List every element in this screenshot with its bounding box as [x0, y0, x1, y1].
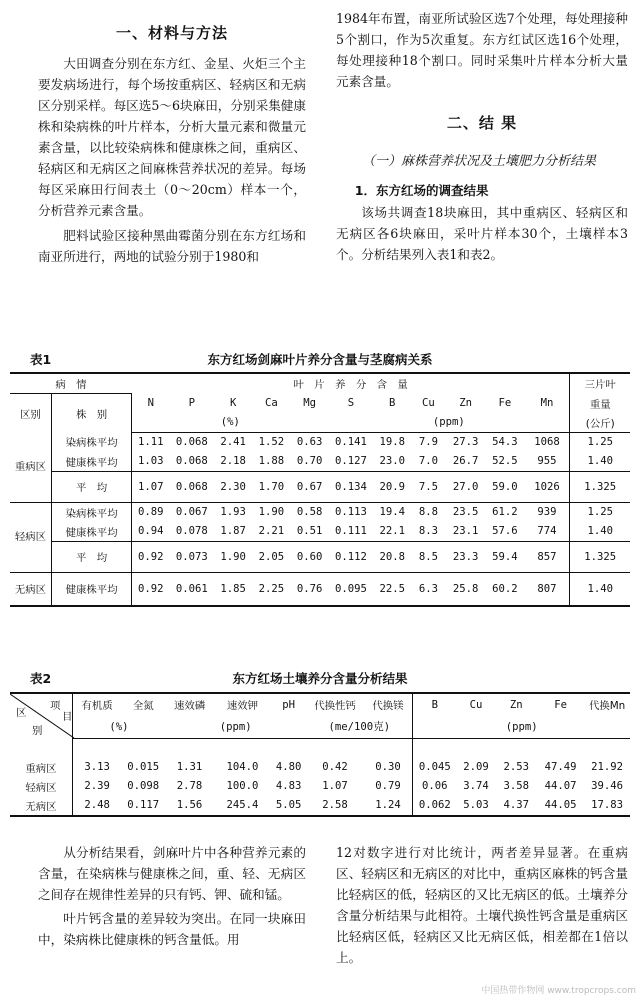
methods-paragraph-1: 大田调查分别在东方红、金星、火炬三个主要发病场进行，每个场按重病区、轻病区和无病区分别采样。每区选5～6块麻田，分别采集健康株和染病株的叶片样本，分析大量元素和微量元素含量，以比较染病株和健康株之间，重病区、轻病区和无病区之间麻株营养状况的差异。每场每区采麻田行间表土（0～20cm）样本一个，分析营养元素含量。	[38, 56, 306, 218]
t1-cell: 20.9	[374, 471, 411, 502]
t1-cell: 23.3	[446, 541, 485, 572]
t1-unit-weight: (公斤)	[570, 413, 630, 433]
t1-row-label: 染病株平均	[51, 502, 132, 522]
t2-cell: 3.74	[463, 780, 489, 792]
t1-row-label: 平 均	[51, 541, 132, 572]
t1-cell: 0.51	[291, 522, 328, 542]
t2-cell: 4.80	[275, 761, 302, 773]
t1-cell: 6.3	[411, 572, 446, 606]
t1-row-label: 健康株平均	[51, 522, 132, 542]
results-subsubheading: 1．东方红场的调查结果	[354, 183, 489, 198]
t2-cell: 39.46	[591, 780, 624, 792]
t1-cell: 0.095	[328, 572, 373, 606]
discussion-paragraph-2: 叶片钙含量的差异较为突出。在同一块麻田中，染病株比健康株的钙含量低。用	[38, 911, 306, 947]
t2-unit-ppm2: (ppm)	[413, 716, 630, 738]
t2-cell: 2.48	[72, 796, 121, 816]
t2-cell: 0.30	[364, 758, 413, 777]
t2-cell: 44.07	[544, 780, 577, 792]
t2-cell: 0.098	[127, 780, 160, 792]
t2-cell: 104.0	[226, 761, 259, 773]
t1-cell: 807	[525, 572, 570, 606]
t1-unit-pct: (%)	[132, 413, 328, 433]
discussion-paragraph-1: 从分析结果看，剑麻叶片中各种营养元素的含量，在染病株与健康株之间，重、轻、无病区之间存在规律性差异的只有钙、钾、硫和锰。	[38, 845, 306, 902]
t1-cell: 1.87	[215, 522, 252, 542]
t1-cell: 1026	[525, 471, 570, 502]
t1-cell: 1.325	[570, 541, 630, 572]
left-top-column	[38, 22, 306, 267]
t1-cell: 23.0	[374, 452, 411, 472]
t1-cell: 0.92	[132, 541, 169, 572]
t2-cell: 0.045	[418, 761, 451, 773]
t1-cell: 0.113	[334, 506, 367, 518]
t1-cell: 1.90	[258, 506, 285, 518]
t1-cell: 0.60	[291, 541, 328, 572]
t2-header: 有机质	[72, 693, 121, 716]
t2-cell: 5.03	[456, 796, 495, 816]
t2-cell: 1.56	[165, 796, 214, 816]
t1-cell: 1.40	[570, 522, 630, 542]
t1-cell: 60.2	[485, 572, 524, 606]
t1-el-Fe: Fe	[498, 397, 512, 409]
table1	[10, 372, 630, 607]
t1-cell: 54.3	[492, 436, 518, 448]
table1-title: 东方红场剑麻叶片养分含量与茎腐病关系	[207, 352, 433, 367]
t2-row-label: 无病区	[10, 796, 72, 816]
t1-header-zhubie: 株 别	[51, 394, 132, 433]
methods-paragraph-2: 肥料试验区接种黑曲霉菌分别在东方红场和南亚所进行，两地的试验分别于1980和	[38, 228, 306, 264]
t2-header: 代换镁	[364, 693, 413, 716]
t1-row-label: 健康株平均	[51, 452, 132, 472]
t1-cell: 0.92	[132, 572, 169, 606]
t1-cell: 1.325	[570, 471, 630, 502]
t1-el-N: N	[147, 397, 154, 409]
section-heading-results: 二、结 果	[446, 114, 518, 132]
t2-cell: 0.062	[413, 796, 457, 816]
t1-cell: 1.03	[132, 452, 169, 472]
t1-cell: 27.3	[452, 436, 479, 448]
t1-header-yepian: 叶 片 养 分 含 量	[132, 373, 570, 394]
t1-cell: 0.068	[169, 471, 214, 502]
t2-gap	[10, 738, 72, 758]
t2-row-label: 轻病区	[10, 777, 72, 796]
t1-cell: 857	[525, 541, 570, 572]
t2-cell: 47.49	[544, 761, 577, 773]
t1-cell: 0.94	[132, 522, 169, 542]
t2-corner-bie: 别	[32, 725, 43, 737]
t2-cell: 3.58	[503, 780, 530, 792]
left-bottom-column	[38, 842, 306, 950]
t1-cell: 22.1	[374, 522, 411, 542]
t2-cell: 1.31	[176, 761, 203, 773]
t2-cell: 2.09	[463, 761, 489, 773]
t1-cell: 8.8	[418, 506, 438, 518]
t1-cell: 1.70	[252, 471, 291, 502]
t2-unit-ppm1: (ppm)	[165, 716, 306, 738]
table2	[10, 692, 630, 817]
t2-header: B	[413, 693, 457, 716]
t2-header: 速效磷	[165, 693, 214, 716]
t2-cell: 4.83	[275, 780, 302, 792]
t1-cell: 7.9	[418, 436, 438, 448]
t1-header-quebie: 区别	[10, 394, 51, 433]
t1-el-Mn: Mn	[525, 394, 570, 413]
t1-cell: 0.111	[328, 522, 373, 542]
results-subheading: （一）麻株营养状况及土壤肥力分析结果	[362, 154, 597, 169]
watermark: 中国热带作物网 www.tropcrops.com	[481, 986, 636, 996]
t1-cell: 1068	[525, 432, 570, 452]
t2-corner-cell	[10, 693, 72, 738]
t2-cell: 100.0	[226, 780, 259, 792]
t1-cell: 1.07	[132, 471, 169, 502]
t1-cell: 1.90	[215, 541, 252, 572]
t1-cell: 2.41	[220, 436, 246, 448]
t2-corner-qu: 区	[16, 707, 27, 719]
t2-cell: 3.13	[84, 761, 110, 773]
t1-cell: 27.0	[446, 471, 485, 502]
t2-cell: 245.4	[214, 796, 271, 816]
t2-header: 速效钾	[214, 693, 271, 716]
t1-el-B: B	[389, 397, 396, 409]
t1-cell: 19.4	[379, 506, 405, 518]
t2-cell: 2.58	[306, 796, 363, 816]
t2-cell: 2.78	[176, 780, 203, 792]
t1-cell: 774	[525, 522, 570, 542]
t2-cell: 1.07	[322, 780, 348, 792]
t2-cell: 21.92	[591, 761, 624, 773]
t1-cell: 57.6	[485, 522, 524, 542]
t1-cell: 0.70	[291, 452, 328, 472]
t1-cell: 0.63	[296, 436, 323, 448]
t2-cell: 0.117	[121, 796, 165, 816]
t2-header: 代换Mn	[584, 693, 630, 716]
t1-cell: 59.4	[485, 541, 524, 572]
t2-header: Fe	[537, 693, 584, 716]
t1-cell: 1.52	[258, 436, 285, 448]
right-bottom-column	[336, 842, 628, 968]
t1-cell: 0.134	[328, 471, 373, 502]
t2-cell: 1.24	[364, 796, 413, 816]
t1-area-mild: 轻病区	[10, 502, 51, 572]
t1-cell: 19.8	[379, 436, 405, 448]
t2-cell: 17.83	[584, 796, 630, 816]
t2-cell: 44.05	[537, 796, 584, 816]
t1-cell: 0.068	[175, 436, 208, 448]
t1-cell: 61.2	[492, 506, 518, 518]
t1-cell: 23.5	[452, 506, 479, 518]
t1-cell: 0.061	[169, 572, 214, 606]
t1-cell: 1.25	[587, 506, 613, 518]
t1-cell: 26.7	[446, 452, 485, 472]
t1-cell: 0.141	[334, 436, 367, 448]
t2-cell: 0.06	[422, 780, 448, 792]
t1-cell: 52.5	[485, 452, 524, 472]
t2-cell: 0.42	[322, 761, 348, 773]
t2-row-label: 重病区	[10, 758, 72, 777]
t1-cell: 25.8	[446, 572, 485, 606]
t1-cell: 0.068	[169, 452, 214, 472]
t2-header: 代换性钙	[306, 693, 363, 716]
t1-cell: 1.93	[220, 506, 246, 518]
t1-header-sanpian: 三片叶	[570, 373, 630, 394]
t2-cell: 4.37	[496, 796, 537, 816]
t1-row-label: 平 均	[51, 471, 132, 502]
t2-header: pH	[271, 693, 307, 716]
t1-cell: 23.1	[446, 522, 485, 542]
t2-corner-xiang: 项	[50, 700, 61, 712]
t1-el-Mg: Mg	[303, 397, 316, 409]
t1-cell: 0.073	[169, 541, 214, 572]
t1-el-S: S	[347, 397, 355, 409]
discussion-paragraph-3: 12对数字进行对比统计，两者差异显著。在重病区、轻病区和无病区的对比中，重病区麻株的钙含量比轻病区的低，轻病区的又比无病区的低。土壤养分含量分析结果与此相符。土壤代换性钙含量是重病区比轻病区低，轻病区又比无病区低，相差都在1倍以上。	[336, 845, 628, 965]
t2-header: 全氮	[121, 693, 165, 716]
t1-row-label: 染病株平均	[51, 432, 132, 452]
t1-cell: 7.5	[411, 471, 446, 502]
t1-el-Ca: Ca	[265, 397, 278, 409]
right-top-column	[336, 8, 628, 265]
t1-cell: 955	[525, 452, 570, 472]
table2-title: 东方红场土壤养分含量分析结果	[232, 671, 408, 686]
t2-cell: 2.53	[503, 761, 530, 773]
t2-cell: 5.05	[271, 796, 307, 816]
t1-header-bingqing: 病 情	[10, 373, 132, 394]
t1-cell: 2.21	[252, 522, 291, 542]
t2-cell: 2.39	[84, 780, 110, 792]
t2-header: Cu	[456, 693, 495, 716]
t1-cell: 20.8	[374, 541, 411, 572]
t1-cell: 0.67	[291, 471, 328, 502]
t1-el-Cu: Cu	[422, 397, 435, 409]
t1-cell: 1.40	[570, 452, 630, 472]
t1-el-Zn: Zn	[459, 397, 472, 409]
t1-cell: 1.85	[215, 572, 252, 606]
t1-cell: 0.89	[138, 506, 164, 518]
t2-corner-mu: 目	[62, 711, 73, 723]
t1-cell: 2.18	[215, 452, 252, 472]
table1-label: 表1	[30, 352, 52, 367]
t1-cell: 1.11	[138, 436, 164, 448]
t1-cell: 2.30	[215, 471, 252, 502]
t1-header-zhongliang: 重量	[589, 398, 611, 411]
t1-cell: 7.0	[411, 452, 446, 472]
t1-el-K: K	[229, 397, 237, 409]
t1-cell: 59.0	[485, 471, 524, 502]
t1-cell: 0.067	[175, 506, 208, 518]
methods-paragraph-3: 1984年布置，南亚所试验区选7个处理，每处理接种5个割口，作为5次重复。东方红试区选16个处理，每处理接种18个割口。同时采集叶片样本分析大量元素含量。	[336, 11, 628, 89]
t2-cell: 0.79	[364, 777, 413, 796]
t1-cell: 1.25	[587, 436, 613, 448]
t1-cell: 0.112	[328, 541, 373, 572]
t1-cell: 22.5	[374, 572, 411, 606]
t1-cell: 0.58	[296, 506, 323, 518]
t1-el-P: P	[188, 397, 196, 409]
t1-cell: 1.40	[570, 572, 630, 606]
t2-unit-me: (me/100克)	[306, 716, 412, 738]
t2-cell: 0.015	[127, 761, 160, 773]
t1-area-severe: 重病区	[10, 432, 51, 502]
t1-unit-ppm: (ppm)	[328, 413, 570, 433]
t2-unit-pct: (%)	[72, 716, 165, 738]
t1-cell: 2.25	[252, 572, 291, 606]
t1-cell: 8.3	[411, 522, 446, 542]
t1-cell: 0.127	[328, 452, 373, 472]
t1-cell: 1.88	[252, 452, 291, 472]
t1-cell: 939	[525, 502, 570, 522]
t1-cell: 0.76	[291, 572, 328, 606]
table2-label: 表2	[30, 671, 52, 686]
results-paragraph-1: 该场共调查18块麻田，其中重病区、轻病区和无病区各6块麻田，采叶片样本30个，土壤样本3个。分析结果列入表1和表2。	[336, 205, 628, 262]
section-heading-methods: 一、材料与方法	[115, 24, 228, 42]
t1-row-label: 健康株平均	[51, 572, 132, 606]
t2-header: Zn	[496, 693, 537, 716]
t1-cell: 2.05	[252, 541, 291, 572]
t1-cell: 8.5	[411, 541, 446, 572]
t1-area-none: 无病区	[10, 572, 51, 606]
t1-cell: 0.078	[169, 522, 214, 542]
